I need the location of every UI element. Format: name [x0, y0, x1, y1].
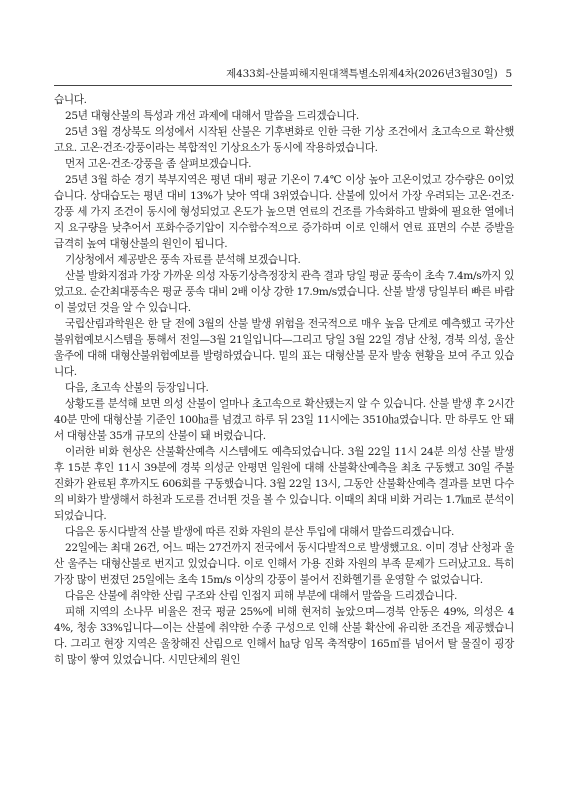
paragraph: 25년 3월 경상북도 의성에서 시작된 산불은 기후변화로 인한 극한 기상 조건에서 초고속으로 확산했고요. 고온·건조·강풍이라는 복합적인 기상요소가 동시에 작용하였습니다. [54, 126, 514, 154]
paragraph: 기상청에서 제공받은 풍속 자료를 분석해 보겠습니다. [65, 254, 301, 266]
header-title: 제433회-산불피해지원대책특별소위제4차(2026년3월30일) [226, 68, 498, 80]
paragraph: 다음은 산불에 취약한 산림 구조와 산림 인접지 피해 부분에 대해서 말씀을 드리겠습니다. [65, 590, 458, 602]
paragraph: 습니다. [54, 94, 87, 106]
paragraph: 다음은 동시다발적 산불 발생에 따른 진화 자원의 분산 투입에 대해서 말씀드리겠습니다. [65, 526, 454, 538]
paragraph: 이러한 비화 현상은 산불확산예측 시스템에도 예측되었습니다. 3월 22일 11시 24분 의성 산불 발생 후 15분 후인 11시 39분에 경북 의성군 안평면 일원에 대해 산불확산예측을 최초 구동했고 30일 주불 진화가 완료된 후까지도 606회를 구동했습니다. 3월 22일 13시, 그동안 산불확산예측 결과를 보면 다수의 비화가 발생해서 하천과 도로를 건너뛴 것을 볼 수 있습니다. 이때의 최대 비화 거리는 1.7㎞로 분석이 되었습니다. [54, 446, 514, 522]
paragraph: 먼저 고온·건조·강풍을 좀 살펴보겠습니다. [65, 158, 252, 170]
paragraph: 25년 3월 하순 경기 북부지역은 평년 대비 평균 기온이 7.4℃ 이상 높아 고온이었고 강수량은 0이었습니다. 상대습도는 평년 대비 13%가 낮아 역대 3위였습니다. 산불에 있어서 가장 우려되는 고온·건조·강풍 세 가지 조건이 동시에 형성되었고 온도가 높으면 연료의 건조를 가속화하고 발화에 필요한 열에너지 요구량을 낮추어서 포화수증기압이 지수함수적으로 증가하며 이로 인해서 연료 표면의 수분 증발을 급격히 높여 대형산불의 원인이 됩니다. [54, 174, 514, 250]
header-rule [54, 85, 512, 86]
document-body [54, 92, 514, 668]
paragraph: 피해 지역의 소나무 비율은 전국 평균 25%에 비해 현저히 높았으며—경북 안동은 49%, 의성은 44%, 청송 33%입니다—이는 산불에 취약한 수종 구성으로 인해 산불 확산에 유리한 조건을 제공했습니다. 그리고 현장 지역은 울창해진 산림으로 인해서 ㏊당 임목 축적량이 165㎥를 넘어서 탈 물질이 굉장히 많이 쌓여 있었습니다. 시민단체의 원인 [54, 606, 514, 666]
paragraph: 22일에는 최대 26건, 어느 때는 27건까지 전국에서 동시다발적으로 발생했고요. 이미 경남 산청과 울산 울주는 대형산불로 번지고 있었습니다. 이로 인해서 가용 진화 자원의 부족 문제가 드러났고요. 특히 가장 많이 번졌던 25일에는 초속 15m/s 이상의 강풍이 불어서 진화헬기를 운영할 수 없었습니다. [54, 542, 514, 586]
paragraph: 국립산림과학원은 한 달 전에 3월의 산불 발생 위험을 전국적으로 매우 높음 단계로 예측했고 국가산불위험예보시스템을 통해서 전일—3월 21일입니다—그리고 당일 3월 22일 경남 산청, 경북 의성, 울산 울주에 대해 대형산불위험예보를 발령하였습니다. 밑의 표는 대형산불 문자 발송 현황을 보여 주고 있습니다. [54, 318, 514, 378]
paragraph: 다음, 초고속 산불의 등장입니다. [65, 382, 209, 394]
page-number: 5 [505, 68, 512, 80]
page-header [226, 66, 512, 81]
paragraph: 산불 발화지점과 가장 가까운 의성 자동기상측정장치 관측 결과 당일 평균 풍속이 초속 7.4m/s까지 있었고요. 순간최대풍속은 평균 풍속 대비 2배 이상 강한 17.9m/s였습니다. 산불 발생 당일부터 빠른 바람이 불었던 것을 알 수 있습니다. [54, 270, 514, 314]
paragraph: 상황도를 분석해 보면 의성 산불이 얼마나 초고속으로 확산됐는지 알 수 있습니다. 산불 발생 후 2시간 40분 만에 대형산불 기준인 100㏊를 넘겼고 하루 뒤 23일 11시에는 3510㏊였습니다. 만 하루도 안 돼서 대형산불 35개 규모의 산불이 돼 버렸습니다. [54, 398, 514, 442]
paragraph: 25년 대형산불의 특성과 개선 과제에 대해서 말씀을 드리겠습니다. [65, 110, 359, 122]
